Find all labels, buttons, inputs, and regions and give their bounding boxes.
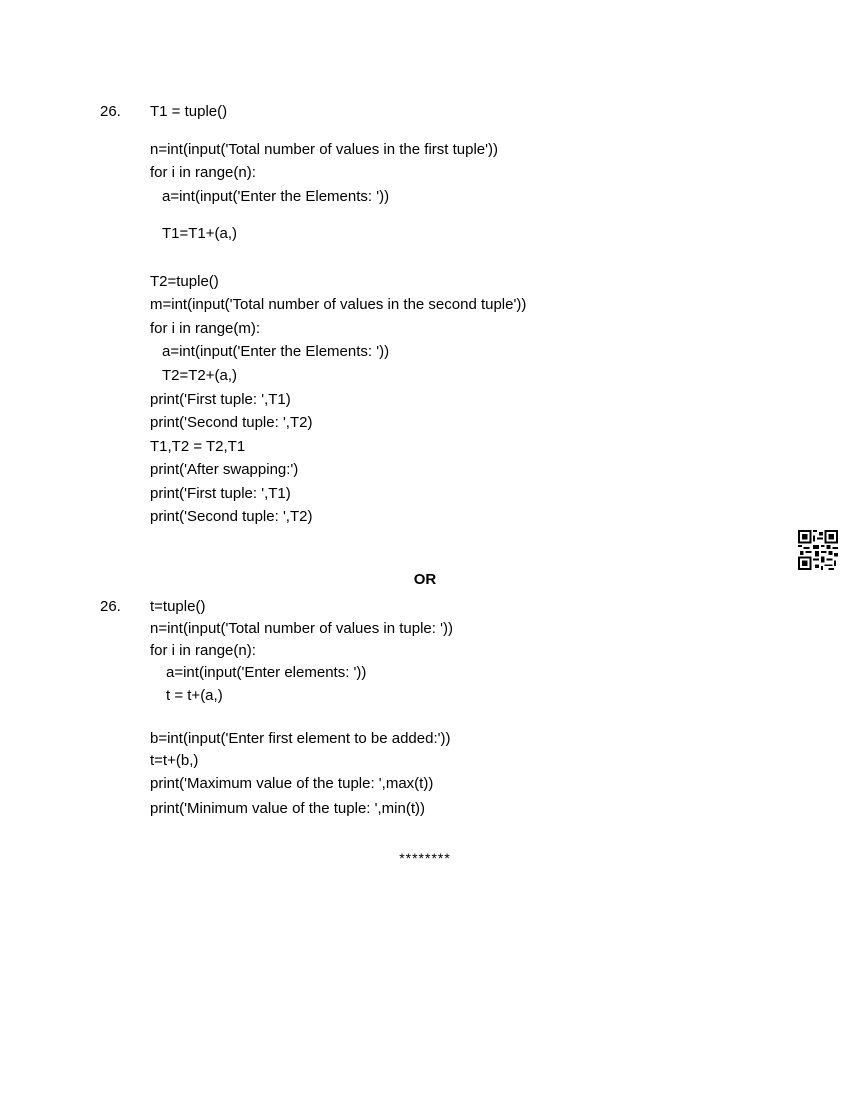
code-line: print('First tuple: ',T1) [150,391,291,408]
code-line: print('Second tuple: ',T2) [150,414,313,431]
question-number: 26. [100,103,121,120]
code-line: T1,T2 = T2,T1 [150,438,246,455]
or-separator: OR [413,571,437,588]
code-line: b=int(input('Enter first element to be added:')) [150,730,451,747]
code-line: print('Second tuple: ',T2) [150,508,313,525]
code-line: T1 = tuple() [150,103,228,120]
code-line: n=int(input('Total number of values in the first tuple')) [150,141,498,158]
code-line: t=tuple() [150,598,206,615]
code-line: for i in range(n): [150,164,256,181]
qr-code [798,530,838,570]
code-line: n=int(input('Total number of values in tuple: ')) [150,620,453,637]
code-line: a=int(input('Enter the Elements: ')) [162,343,390,360]
code-line: print('After swapping:') [150,461,299,478]
code-line: m=int(input('Total number of values in the second tuple')) [150,296,527,313]
code-line: T2=tuple() [150,273,219,290]
code-line: print('First tuple: ',T1) [150,485,291,502]
question-number: 26. [100,598,121,615]
code-line: print('Minimum value of the tuple: ',min(t)) [150,800,425,817]
code-line: a=int(input('Enter elements: ')) [166,664,367,681]
end-marker: ******** [399,850,451,866]
code-line: T1=T1+(a,) [162,225,238,242]
code-line: T2=T2+(a,) [162,367,238,384]
code-line: a=int(input('Enter the Elements: ')) [162,188,390,205]
code-line: t=t+(b,) [150,752,199,769]
code-line: for i in range(n): [150,642,256,659]
code-line: t = t+(a,) [166,687,223,704]
code-line: print('Maximum value of the tuple: ',max(t)) [150,775,434,792]
code-line: for i in range(m): [150,320,261,337]
